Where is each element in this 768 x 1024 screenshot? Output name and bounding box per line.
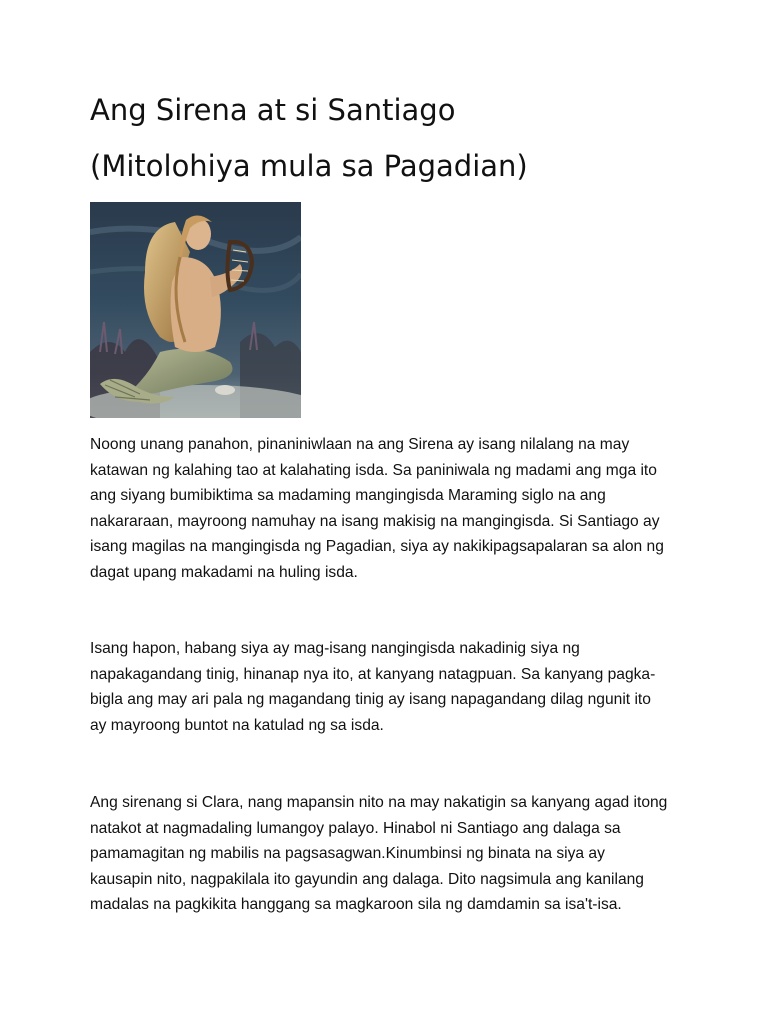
paragraph-1: Noong unang panahon, pinaniniwlaan na ang Sirena ay isang nilalang na may katawan ng kalahing tao at kalahating isda. Sa paniniwala ng madami ang mga ito ang siyang bumibiktima sa madaming mangingisda Maraming siglo na ang nakararaan, mayroong namuhay na isang makisig na mangingisda. Si Santiago ay isang magilas na mangingisda ng Pagadian, siya ay nakikipagsapalaran sa alon ng dagat upang makadami na huling isda. [90,436,664,581]
paragraph-3: Ang sirenang si Clara, nang mapansin nito na may nakatigin sa kanyang agad itong natakot at nagmadaling lumangoy palayo. Hinabol ni Santiago ang dalaga sa pamamagitan ng mabilis na pagsasagwan.Kinumbinsi ng binata na siya ay kausapin nito, nagpakilala ito gayundin ang dalaga. Dito nagsimula ang kanilang madalas na pagkikita hanggang sa magkaroon sila ng damdamin sa isa't-isa. [90,794,668,914]
document-subtitle: (Mitolohiya mula sa Pagadian) [90,149,528,183]
mermaid-image [90,202,301,418]
paragraph-2: Isang hapon, habang siya ay mag-isang nangingisda nakadinig siya ng napakagandang tinig, hinanap nya ito, at kanyang natagpuan. Sa kanyang pagka- bigla ang may ari pala ng magandang tinig ay isang napagandang dilag ngunit ito ay mayroong buntot na katulad ng sa isda. [90,640,656,734]
mermaid-illustration [90,202,301,418]
document-title: Ang Sirena at si Santiago [90,93,456,127]
